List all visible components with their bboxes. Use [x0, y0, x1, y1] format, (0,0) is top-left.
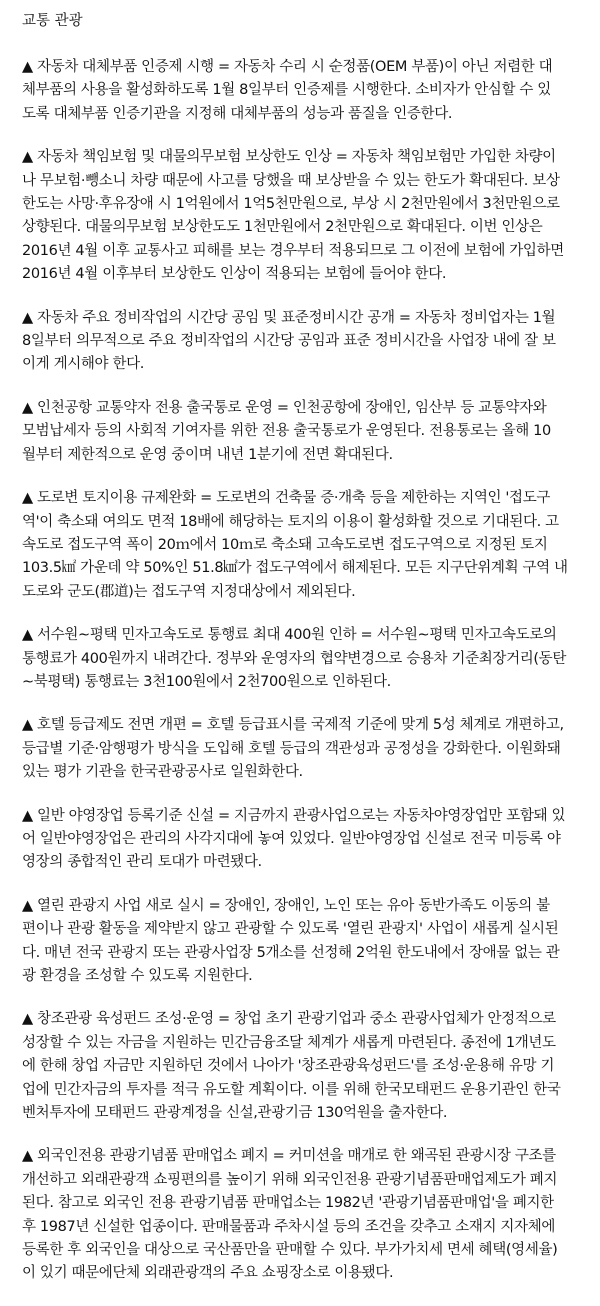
- text-line: 모범납세자 등의 사회적 기여자를 위한 전용 출국통로가 운영된다. 전용통로는 올해 10: [22, 423, 551, 440]
- text-line: 에 한해 창업 자금만 지원하던 것에서 나아가 '창조관광육성펀드'를 조성·운용해 유망 기: [22, 1058, 555, 1075]
- text-line: 상향된다. 대물의무보험 보상한도도 1천만원에서 2천만원으로 확대된다. 이번 인상은: [22, 219, 543, 236]
- news-item: [22, 146, 582, 286]
- news-item: [22, 307, 582, 377]
- text-line: 103.5㎢ 가운데 약 50%인 51.8㎢가 접도구역에서 해제된다. 모든 지구단위계획 구역 내: [22, 560, 568, 577]
- text-line: 된다. 참고로 외국인 전용 관광기념품 판매업소는 1982년 '관광기념품판매업'을 폐지한: [22, 1195, 554, 1212]
- text-line: 광 환경을 조성할 수 있도록 지원한다.: [22, 968, 253, 984]
- news-item: [22, 56, 582, 126]
- text-line: 체부품의 사용을 활성화하도록 1월 8일부터 인증제를 시행한다. 소비자가 안심할 수 있: [22, 82, 551, 99]
- text-line: 어 일반야영장업은 관리의 사각지대에 놓여 있었다. 일반야영장업 신설로 전국 미등록 야: [22, 830, 561, 847]
- news-item: [22, 1008, 582, 1125]
- news-item-text: [22, 1145, 582, 1285]
- news-item-text: [22, 146, 582, 286]
- news-item: [22, 895, 582, 989]
- text-line: 나 무보험·뺑소니 차량 때문에 사고를 당했을 때 보상받을 수 있는 한도가 확대된다. 보상: [22, 172, 560, 189]
- text-line: 있는 평가 기관을 한국관광공사로 일원화한다.: [22, 764, 303, 781]
- text-line: 한도는 사망·후유장애 시 1억원에서 1억5천만원으로, 부상 시 2천만원에서 3천만원으로: [22, 196, 560, 213]
- text-line: 통행료가 400원까지 내려간다. 정부와 운영자의 협약변경으로 승용차 기준최장거리(동탄: [22, 650, 566, 667]
- news-item-text: [22, 56, 582, 126]
- text-line: 8일부터 의무적으로 주요 정비작업의 시간당 공임과 표준 정비시간을 사업장 내에 잘 보: [22, 333, 556, 350]
- text-line: 다. 매년 전국 관광지 또는 관광사업장 5개소를 선정해 2억원 한도내에서 장애물 없는 관: [22, 944, 560, 961]
- text-line: 속도로 접도구역 폭이 20ｍ에서 10ｍ로 축소돼 고속도로변 접도구역으로 지정된 토지: [22, 536, 548, 553]
- text-line: 2016년 4월 이후 교통사고 피해를 보는 경우부터 적용되므로 그 이전에 보험에 가입하면: [22, 242, 564, 259]
- news-item: [22, 624, 582, 694]
- text-line: 성장할 수 있는 자금을 지원하는 민간금융조달 체계가 새롭게 마련된다. 종전에 1개년도: [22, 1034, 556, 1051]
- text-line: ▲ 열린 관광지 사업 새로 실시 = 장애인, 장애인, 노인 또는 유아 동반가족도 이동의 불: [22, 897, 550, 914]
- text-line: 이게 게시해야 한다.: [22, 356, 145, 373]
- text-line: 개선하고 외래관광객 쇼핑편의를 높이기 위해 외국인전용 관광기념품판매업제도가 폐지: [22, 1171, 558, 1188]
- news-item-text: [22, 895, 582, 989]
- news-item: [22, 397, 582, 467]
- text-line: 도로와 군도(郡道)는 접도구역 지정대상에서 제외된다.: [22, 583, 356, 600]
- news-item-list: [22, 56, 582, 1286]
- text-line: 벤처투자에 모태펀드 관광계정을 신설,관광기금 130억원을 출자한다.: [22, 1105, 448, 1122]
- text-line: ▲ 외국인전용 관광기념품 판매업소 폐지 = 커미션을 매개로 한 왜곡된 관광시장 구조를: [22, 1148, 556, 1165]
- news-item: [22, 805, 582, 875]
- news-item-text: [22, 397, 582, 467]
- text-line: 업에 민간자금의 투자를 적극 유도할 계획이다. 이를 위해 한국모태펀드 운용기관인 한국: [22, 1081, 561, 1098]
- text-line: 등록한 후 외국인을 대상으로 국산품만을 판매할 수 있다. 부가가치세 면세 혜택(영세율): [22, 1242, 558, 1259]
- news-item: [22, 1145, 582, 1285]
- news-item: [22, 714, 582, 784]
- news-item-text: [22, 1008, 582, 1125]
- news-item-text: [22, 307, 582, 377]
- text-line: ▲ 인천공항 교통약자 전용 출국통로 운영 = 인천공항에 장애인, 임산부 등 교통약자와: [22, 399, 547, 416]
- news-item-text: [22, 624, 582, 694]
- text-line: 역'이 축소돼 여의도 면적 18배에 해당하는 토지의 이용이 활성화할 것으로 기대된다. 고: [22, 513, 559, 530]
- text-line: ▲ 자동차 주요 정비작업의 시간당 공임 및 표준정비시간 공개 = 자동차 정비업자는 1월: [22, 309, 556, 326]
- text-line: ▲ 일반 야영장업 등록기준 신설 = 지금까지 관광사업으로는 자동차야영장업만 포함돼 있: [22, 807, 566, 824]
- news-item-text: [22, 714, 582, 784]
- text-line: 편이나 관광 활동을 제약받지 않고 관광할 수 있도록 '열린 관광지' 사업이 새롭게 실시된: [22, 921, 559, 938]
- text-line: 이 있기 때문에단체 외래관광객의 주요 쇼핑장소로 이용됐다.: [22, 1265, 394, 1282]
- text-line: ▲ 서수원∼평택 민자고속도로 통행료 최대 400원 인하 = 서수원∼평택 민자고속도로의: [22, 627, 557, 644]
- text-line: 영장의 종합적인 관리 토대가 마련됐다.: [22, 854, 262, 871]
- text-line: ▲ 호텔 등급제도 전면 개편 = 호텔 등급표시를 국제적 기준에 맞게 5성 체계로 개편하고,: [22, 717, 564, 734]
- text-line: 월부터 제한적으로 운영 중이며 내년 1분기에 전면 확대된다.: [22, 446, 393, 463]
- news-item-text: [22, 805, 582, 875]
- news-item-text: [22, 487, 582, 604]
- text-line: ▲ 창조관광 육성펀드 조성·운영 = 창업 초기 관광기업과 중소 관광사업체가 안정적으로: [22, 1011, 556, 1028]
- text-line: 2016년 4월 이후부터 보상한도 인상이 적용되는 보험에 들어야 한다.: [22, 266, 447, 283]
- text-line: ∼북평택) 통행료는 3천100원에서 2천700원으로 인하된다.: [22, 673, 391, 690]
- section-title: 교통 관광: [22, 13, 83, 29]
- news-item: [22, 487, 582, 604]
- text-line: ▲ 자동차 대체부품 인증제 시행 = 자동차 수리 시 순정품(OEM 부품)이 아닌 저렴한 대: [22, 59, 553, 75]
- text-line: 도록 대체부품 인증기관을 지정해 대체부품의 성능과 품질을 인증한다.: [22, 105, 453, 122]
- text-line: ▲ 자동차 책임보험 및 대물의무보험 보상한도 인상 = 자동차 책임보험만 가입한 차량이: [22, 149, 556, 166]
- text-line: ▲ 도로변 토지이용 규제완화 = 도로변의 건축물 증·개축 등을 제한하는 지역인 '접도구: [22, 490, 551, 507]
- text-line: 등급별 기준·암행평가 방식을 도입해 호텔 등급의 객관성과 공정성을 강화한다. 이원화돼: [22, 740, 561, 757]
- text-line: 후 1987년 신설한 업종이다. 판매물품과 주차시설 등의 조건을 갖추고 소재지 지자체에: [22, 1218, 556, 1235]
